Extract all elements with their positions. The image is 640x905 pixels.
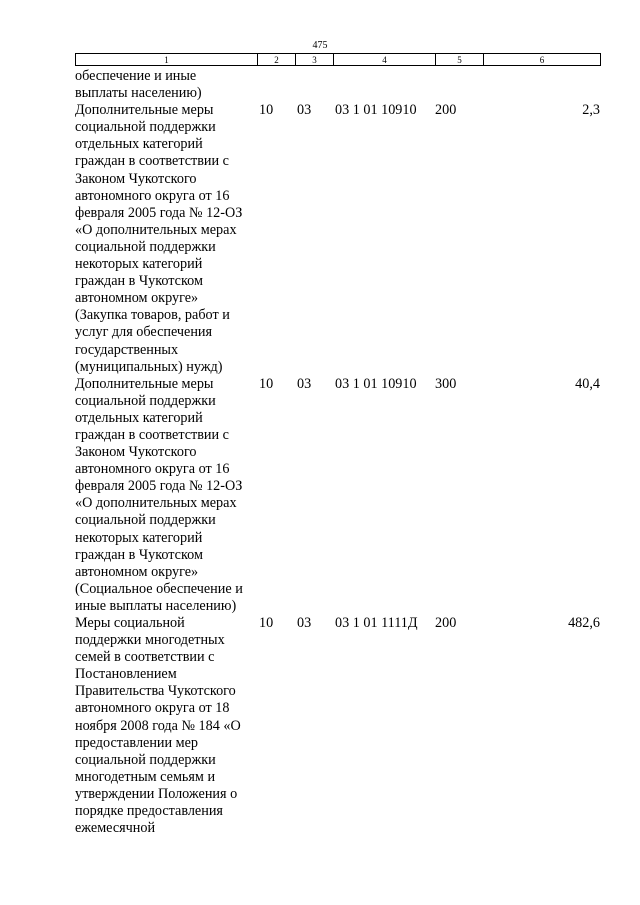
row-description: Меры социальной поддержки многодетных семей в соответствии с Постановлением Правительства Чукотского автономного округа от 18 ноября 2008 года № 184 «О предоставлении мер социальной поддержки многодетным семьям и утверждении Положения о порядке предоставления ежемесячной [75, 615, 241, 837]
row-target-article: 03 1 01 10910 [335, 375, 417, 392]
column-header-2: 2 [258, 54, 296, 66]
page-number: 475 [312, 40, 328, 51]
row-target-article: 03 1 01 10910 [335, 102, 417, 119]
row-description: Дополнительные меры социальной поддержки отдельных категорий граждан в соответствии с Законом Чукотского автономного округа от 16 февраля 2005 года № 12-ОЗ «О дополнительных мерах социальной поддержки некоторых категорий граждан в Чукотском автономном округе» (Социальное обеспечение и иные выплаты населению) [75, 375, 243, 614]
column-header-1: 1 [76, 54, 258, 66]
row-subsection: 03 [297, 615, 312, 631]
row-target-article: 03 1 01 1111Д [335, 615, 418, 631]
table-row [75, 615, 605, 837]
column-header-3: 3 [296, 54, 334, 66]
table-row [75, 376, 605, 615]
row-expense-type: 200 [435, 102, 457, 119]
row-expense-type: 300 [435, 375, 457, 392]
table-row [75, 102, 605, 376]
column-header-6: 6 [484, 54, 601, 66]
continued-row [75, 68, 605, 102]
continued-description: обеспечение и иные выплаты населению) [75, 68, 202, 102]
row-subsection: 03 [297, 102, 312, 119]
row-section: 10 [259, 615, 274, 631]
column-header-row [76, 54, 601, 66]
column-header-4: 4 [334, 54, 436, 66]
row-subsection: 03 [297, 375, 312, 392]
table-body [75, 68, 605, 837]
row-section: 10 [259, 375, 274, 392]
column-header-table [75, 53, 601, 66]
column-header-5: 5 [436, 54, 484, 66]
row-amount: 482,6 [568, 615, 600, 631]
row-section: 10 [259, 102, 274, 119]
row-expense-type: 200 [435, 615, 457, 631]
row-amount: 2,3 [582, 102, 600, 119]
row-description: Дополнительные меры социальной поддержки отдельных категорий граждан в соответствии с Законом Чукотского автономного округа от 16 февраля 2005 года № 12-ОЗ «О дополнительных мерах социальной поддержки некоторых категорий граждан в Чукотском автономном округе» (Закупка товаров, работ и услуг для обеспечения государственных (муниципальных) нужд) [75, 102, 243, 375]
row-amount: 40,4 [575, 375, 600, 392]
